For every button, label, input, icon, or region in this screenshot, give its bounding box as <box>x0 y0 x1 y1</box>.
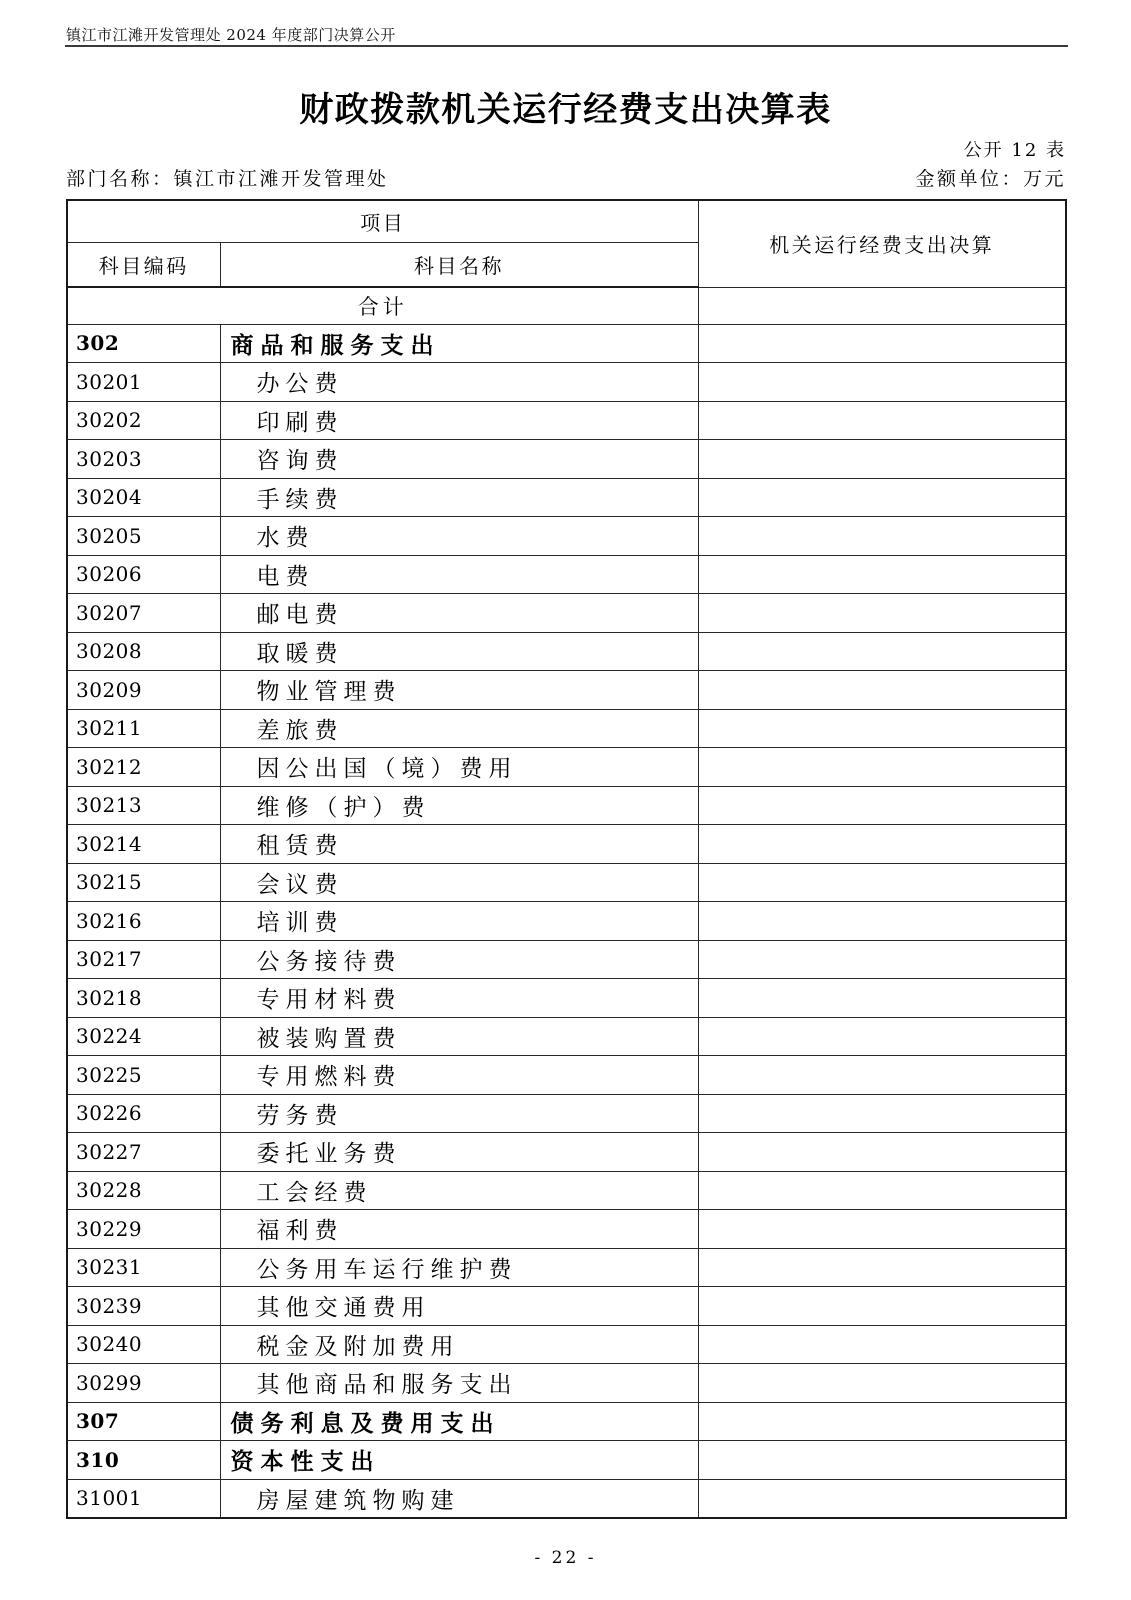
row-code: 30299 <box>67 1364 220 1403</box>
row-value <box>698 1441 1066 1480</box>
row-value <box>698 1133 1066 1172</box>
row-name: 税金及附加费用 <box>220 1325 698 1364</box>
row-name: 房屋建筑物购建 <box>220 1479 698 1518</box>
row-code: 30203 <box>67 440 220 479</box>
row-value <box>698 1479 1066 1518</box>
table-row <box>67 478 1066 517</box>
row-code: 30216 <box>67 902 220 941</box>
row-value <box>698 1248 1066 1287</box>
row-value <box>698 748 1066 787</box>
row-name: 专用燃料费 <box>220 1056 698 1095</box>
row-value <box>698 671 1066 710</box>
table-row <box>67 1441 1066 1480</box>
row-name: 因公出国（境）费用 <box>220 748 698 787</box>
total-label: 合计 <box>67 287 698 324</box>
row-code: 310 <box>67 1441 220 1480</box>
col-header-value: 机关运行经费支出决算 <box>698 200 1066 287</box>
row-name: 培训费 <box>220 902 698 941</box>
row-value <box>698 1171 1066 1210</box>
department-name: 部门名称：镇江市江滩开发管理处 <box>66 168 389 190</box>
row-value <box>698 401 1066 440</box>
row-code: 30206 <box>67 555 220 594</box>
col-header-project: 项目 <box>67 200 698 242</box>
meta-row <box>66 164 1066 191</box>
page-title: 财政拨款机关运行经费支出决算表 <box>299 90 832 130</box>
table-row <box>67 1017 1066 1056</box>
row-name: 水费 <box>220 517 698 556</box>
table-row <box>67 748 1066 787</box>
row-value <box>698 1287 1066 1326</box>
row-name: 劳务费 <box>220 1094 698 1133</box>
row-value <box>698 1017 1066 1056</box>
row-value <box>698 863 1066 902</box>
table-number-label: 公开 12 表 <box>963 140 1066 161</box>
table-row <box>67 1325 1066 1364</box>
row-value <box>698 517 1066 556</box>
row-code: 30215 <box>67 863 220 902</box>
row-value <box>698 940 1066 979</box>
row-name: 公务接待费 <box>220 940 698 979</box>
row-code: 30214 <box>67 825 220 864</box>
table-wrap <box>66 199 1066 1519</box>
row-value <box>698 1364 1066 1403</box>
row-code: 30205 <box>67 517 220 556</box>
table-row <box>67 863 1066 902</box>
row-name: 商品和服务支出 <box>220 324 698 363</box>
table-row <box>67 1056 1066 1095</box>
row-code: 30208 <box>67 632 220 671</box>
row-code: 30228 <box>67 1171 220 1210</box>
row-code: 30209 <box>67 671 220 710</box>
row-value <box>698 979 1066 1018</box>
row-code: 30211 <box>67 709 220 748</box>
row-name: 公务用车运行维护费 <box>220 1248 698 1287</box>
table-row <box>67 1094 1066 1133</box>
row-code: 30224 <box>67 1017 220 1056</box>
table-row <box>67 440 1066 479</box>
total-value <box>698 287 1066 324</box>
row-code: 30213 <box>67 786 220 825</box>
table-row <box>67 1210 1066 1249</box>
table-row <box>67 1479 1066 1518</box>
table-head <box>67 200 1066 287</box>
total-row <box>67 287 1066 324</box>
row-value <box>698 786 1066 825</box>
row-value <box>698 1056 1066 1095</box>
row-value <box>698 825 1066 864</box>
row-name: 工会经费 <box>220 1171 698 1210</box>
row-name: 物业管理费 <box>220 671 698 710</box>
row-code: 30226 <box>67 1094 220 1133</box>
header-rule <box>65 45 1068 47</box>
row-name: 其他商品和服务支出 <box>220 1364 698 1403</box>
row-value <box>698 594 1066 633</box>
table-row <box>67 363 1066 402</box>
expense-table <box>66 199 1067 1519</box>
table-row <box>67 709 1066 748</box>
row-code: 307 <box>67 1402 220 1441</box>
col-header-subject-name: 科目名称 <box>220 242 698 287</box>
row-name: 委托业务费 <box>220 1133 698 1172</box>
row-name: 其他交通费用 <box>220 1287 698 1326</box>
row-code: 31001 <box>67 1479 220 1518</box>
table-row <box>67 671 1066 710</box>
row-name: 被装购置费 <box>220 1017 698 1056</box>
row-name: 邮电费 <box>220 594 698 633</box>
amount-unit: 金额单位：万元 <box>915 168 1066 190</box>
row-value <box>698 478 1066 517</box>
table-row <box>67 786 1066 825</box>
header-row-project <box>67 200 1066 242</box>
row-code: 30202 <box>67 401 220 440</box>
row-value <box>698 1094 1066 1133</box>
table-row <box>67 401 1066 440</box>
row-code: 30201 <box>67 363 220 402</box>
row-name: 资本性支出 <box>220 1441 698 1480</box>
row-value <box>698 440 1066 479</box>
row-name: 债务利息及费用支出 <box>220 1402 698 1441</box>
table-row <box>67 940 1066 979</box>
table-row <box>67 1287 1066 1326</box>
doc-header-text: 镇江市江滩开发管理处 2024 年度部门决算公开 <box>66 26 396 44</box>
table-row <box>67 555 1066 594</box>
row-code: 30227 <box>67 1133 220 1172</box>
row-name: 取暖费 <box>220 632 698 671</box>
row-name: 会议费 <box>220 863 698 902</box>
row-name: 电费 <box>220 555 698 594</box>
row-name: 办公费 <box>220 363 698 402</box>
row-code: 30239 <box>67 1287 220 1326</box>
row-value <box>698 324 1066 363</box>
table-body <box>67 287 1066 1518</box>
row-code: 30218 <box>67 979 220 1018</box>
row-value <box>698 902 1066 941</box>
table-row <box>67 324 1066 363</box>
row-value <box>698 1402 1066 1441</box>
row-code: 30217 <box>67 940 220 979</box>
row-name: 咨询费 <box>220 440 698 479</box>
table-row <box>67 825 1066 864</box>
table-row <box>67 902 1066 941</box>
page-number: - 22 - <box>534 1548 597 1568</box>
row-value <box>698 363 1066 402</box>
table-row <box>67 1171 1066 1210</box>
col-header-subject-code: 科目编码 <box>67 242 220 287</box>
row-value <box>698 632 1066 671</box>
row-code: 30231 <box>67 1248 220 1287</box>
row-name: 专用材料费 <box>220 979 698 1018</box>
table-row <box>67 632 1066 671</box>
row-code: 30204 <box>67 478 220 517</box>
row-code: 302 <box>67 324 220 363</box>
row-code: 30207 <box>67 594 220 633</box>
table-row <box>67 1248 1066 1287</box>
row-name: 福利费 <box>220 1210 698 1249</box>
table-row <box>67 594 1066 633</box>
table-row <box>67 979 1066 1018</box>
row-name: 印刷费 <box>220 401 698 440</box>
row-code: 30229 <box>67 1210 220 1249</box>
row-value <box>698 1325 1066 1364</box>
table-row <box>67 1133 1066 1172</box>
row-value <box>698 1210 1066 1249</box>
row-name: 租赁费 <box>220 825 698 864</box>
row-code: 30212 <box>67 748 220 787</box>
row-name: 差旅费 <box>220 709 698 748</box>
row-code: 30225 <box>67 1056 220 1095</box>
row-name: 维修（护）费 <box>220 786 698 825</box>
row-value <box>698 709 1066 748</box>
row-name: 手续费 <box>220 478 698 517</box>
row-code: 30240 <box>67 1325 220 1364</box>
table-row <box>67 1402 1066 1441</box>
table-row <box>67 517 1066 556</box>
table-row <box>67 1364 1066 1403</box>
row-value <box>698 555 1066 594</box>
